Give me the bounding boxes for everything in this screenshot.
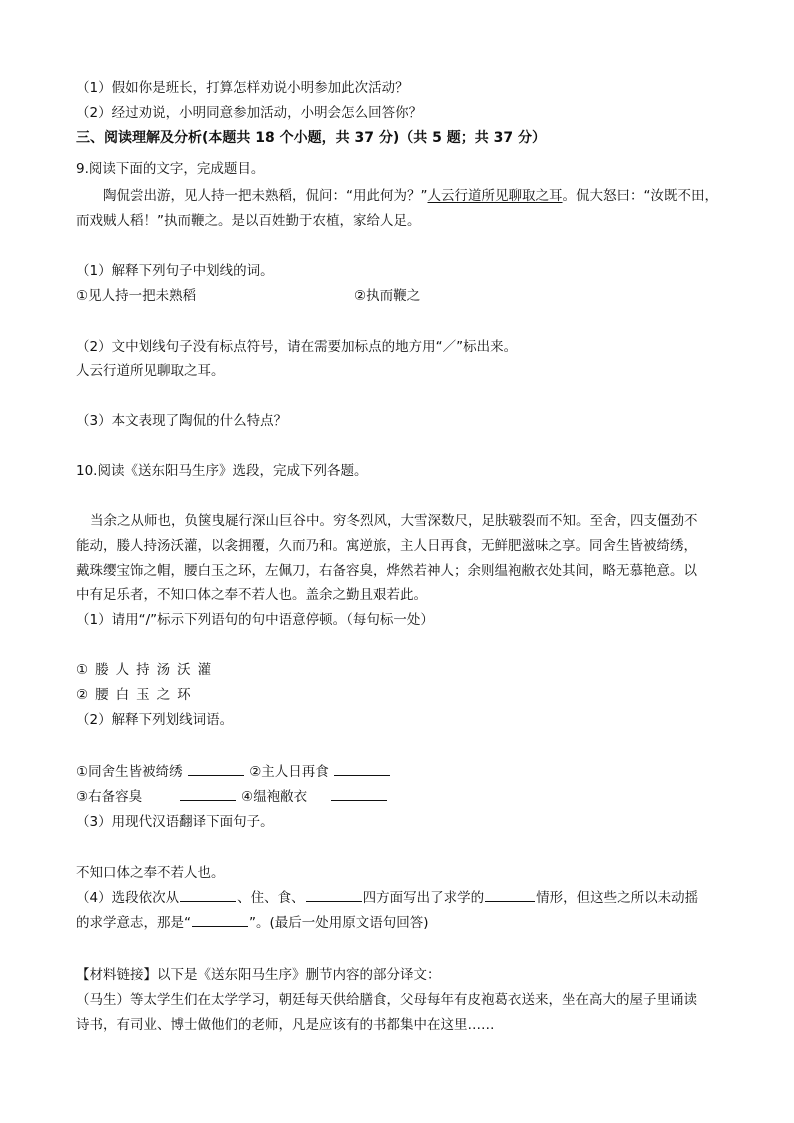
word-item-row bbox=[76, 760, 726, 784]
item-text: ①见人持一把未熟稻 bbox=[76, 288, 197, 304]
sentence-item: ②腰白玉之环 bbox=[76, 687, 198, 703]
text: 情形，但这些之所以未动摇 bbox=[536, 890, 699, 906]
answer-blank[interactable] bbox=[192, 912, 248, 927]
word-item-row bbox=[76, 785, 726, 809]
passage-text: 陶侃尝出游，见人持一把未熟稻，侃问：“用此何为？” bbox=[103, 188, 428, 204]
word-item: ④缊袍敝衣 bbox=[241, 789, 308, 805]
text: （4）选段依次从 bbox=[76, 890, 180, 906]
sub-question-line bbox=[76, 886, 726, 910]
text: 的求学意志，那是“ bbox=[76, 915, 191, 931]
section-heading: 三、阅读理解及分析(本题共 18 个小题，共 37 分)（共 5 题；共 37 分） bbox=[76, 130, 546, 146]
question-9-title: 9.阅读下面的文字，完成题目。 bbox=[76, 161, 265, 177]
answer-blank[interactable] bbox=[334, 761, 390, 776]
question-10-title: 10.阅读《送东阳马生序》选段，完成下列各题。 bbox=[76, 463, 368, 479]
passage-line: 诗书，有司业、博士做他们的老师，凡是应该有的书都集中在这里…… bbox=[76, 1017, 495, 1033]
sentence-item: ①媵人持汤沃灌 bbox=[76, 662, 219, 678]
word-item: ②主人日再食 bbox=[249, 764, 329, 780]
sub-question-text: 不知口体之奉不若人也。 bbox=[76, 865, 225, 881]
sub-question-items bbox=[76, 284, 726, 308]
sub-question-text: 人云行道所见聊取之耳。 bbox=[76, 363, 225, 379]
question-text: （2）经过劝说，小明同意参加活动，小明会怎么回答你？ bbox=[76, 105, 423, 121]
passage-text: 。侃大怒曰：“汝既不田， bbox=[562, 188, 718, 204]
underlined-sentence: 人云行道所见聊取之耳 bbox=[427, 188, 563, 204]
sub-question: （2）文中划线句子没有标点符号，请在需要加标点的地方用“／”标出来。 bbox=[76, 339, 518, 355]
item-text: ②执而鞭之 bbox=[354, 288, 421, 304]
word-item: ③右备容臭 bbox=[76, 789, 143, 805]
answer-blank[interactable] bbox=[485, 887, 535, 902]
answer-blank[interactable] bbox=[180, 786, 236, 801]
answer-blank[interactable] bbox=[188, 761, 244, 776]
material-link-title: 【材料链接】以下是《送东阳马生序》删节内容的部分译文： bbox=[76, 967, 441, 983]
passage-line bbox=[76, 184, 726, 208]
answer-blank[interactable] bbox=[306, 887, 362, 902]
passage-line: 戴珠缨宝饰之帽，腰白玉之环，左佩刀，右备容臭，烨然若神人；余则缊袍敝衣处其间，略无慕艳意。以 bbox=[76, 563, 697, 579]
text: 、住、食、 bbox=[237, 890, 305, 906]
passage-line: 中有足乐者，不知口体之奉不若人也。盖余之勤且艰若此。 bbox=[76, 587, 427, 603]
answer-blank[interactable] bbox=[331, 786, 387, 801]
sub-question: （1）请用“/”标示下列语句的句中语意停顿。（每句标一处） bbox=[76, 612, 434, 628]
passage-line: 当余之从师也，负箧曳屣行深山巨谷中。穷冬烈风，大雪深数尺，足肤皲裂而不知。至舍，四支僵劲不 bbox=[90, 513, 698, 529]
sub-question: （2）解释下列划线词语。 bbox=[76, 712, 234, 728]
passage-line: 能动，媵人持汤沃灌，以衾拥覆，久而乃和。寓逆旅，主人日再食，无鲜肥滋味之享。同舍生皆被绮绣， bbox=[76, 538, 697, 554]
sub-question: （3）本文表现了陶侃的什么特点？ bbox=[76, 413, 288, 429]
answer-blank[interactable] bbox=[180, 887, 236, 902]
sub-question-line bbox=[76, 911, 726, 935]
word-item: ①同舍生皆被绮绣 bbox=[76, 764, 183, 780]
sub-question: （3）用现代汉语翻译下面句子。 bbox=[76, 814, 274, 830]
text: 四方面写出了求学的 bbox=[362, 890, 485, 906]
passage-line: （马生）等太学生们在太学学习，朝廷每天供给膳食，父母每年有皮袍葛衣送来，坐在高大的屋子里诵读 bbox=[76, 992, 697, 1008]
sub-question: （1）解释下列句子中划线的词。 bbox=[76, 263, 274, 279]
text: ”。(最后一处用原文语句回答) bbox=[249, 915, 429, 931]
question-text: （1）假如你是班长，打算怎样劝说小明参加此次活动？ bbox=[76, 80, 409, 96]
passage-line: 而戏贼人稻！”执而鞭之。是以百姓勤于农植，家给人足。 bbox=[76, 213, 421, 229]
